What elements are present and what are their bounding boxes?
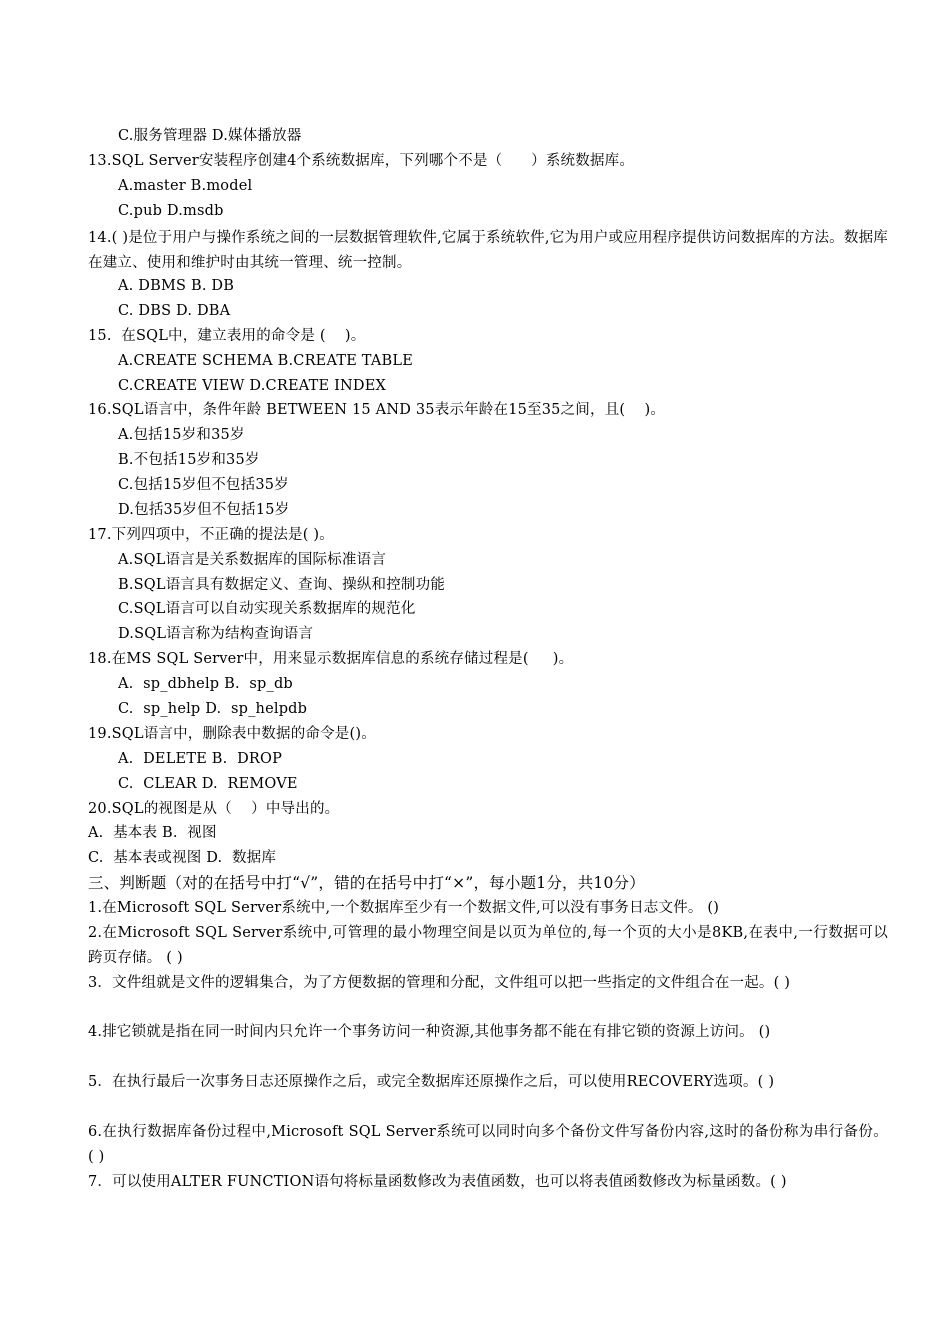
- tf-item-5: 5．在执行最后一次事务日志还原操作之后，或完全数据库还原操作之后，可以使用RECOVERY选项。( ): [88, 1074, 775, 1090]
- tf-item-3: 3．文件组就是文件的逻辑集合，为了方便数据的管理和分配，文件组可以把一些指定的文件组合在一起。( ): [88, 975, 791, 991]
- q18-options-ab: A. sp_dbhelp B. sp_db: [118, 676, 293, 692]
- q17-stem: 17.下列四项中，不正确的提法是( )。: [88, 527, 334, 543]
- tf-item-7: 7．可以使用ALTER FUNCTION语句将标量函数修改为表值函数，也可以将表值函数修改为标量函数。( ): [88, 1174, 787, 1190]
- q13-stem: 13.SQL Server安装程序创建4个系统数据库，下列哪个不是（ ）系统数据库。: [88, 153, 635, 169]
- q13-options-cd: C.pub D.msdb: [118, 203, 224, 219]
- q20-options-ab: A. 基本表 B. 视图: [88, 825, 217, 841]
- q17-option-c: C.SQL语言可以自动实现关系数据库的规范化: [118, 601, 416, 617]
- q14-options-ab: A. DBMS B. DB: [118, 278, 235, 294]
- q13-options-ab: A.master B.model: [118, 178, 253, 194]
- q14-stem: 14.( )是位于用户与操作系统之间的一层数据管理软件,它属于系统软件,它为用户或应用程序提供访问数据库的方法。数据库在建立、使用和维护时由其统一管理、统一控制。: [88, 230, 888, 271]
- q20-options-cd: C. 基本表或视图 D. 数据库: [88, 850, 277, 866]
- q16-stem: 16.SQL语言中，条件年龄 BETWEEN 15 AND 35表示年龄在15至35之间，且( )。: [88, 402, 666, 418]
- q16-option-a: A.包括15岁和35岁: [118, 427, 245, 443]
- tf-item-6: 6.在执行数据库备份过程中,Microsoft SQL Server系统可以同时向多个备份文件写备份内容,这时的备份称为串行备份。 ( ): [88, 1124, 888, 1165]
- q17-option-d: D.SQL语言称为结构查询语言: [118, 626, 314, 642]
- q18-stem: 18.在MS SQL Server中，用来显示数据库信息的系统存储过程是( )。: [88, 651, 574, 667]
- tf-item-4: 4.排它锁就是指在同一时间内只允许一个事务访问一种资源,其他事务都不能在有排它锁的资源上访问。 (): [88, 1024, 771, 1040]
- q16-option-b: B.不包括15岁和35岁: [118, 452, 260, 468]
- tf-item-2: 2.在Microsoft SQL Server系统中,可管理的最小物理空间是以页为单位的,每一个页的大小是8KB,在表中,一行数据可以跨页存储。 ( ): [88, 925, 888, 966]
- q16-option-c: C.包括15岁但不包括35岁: [118, 477, 289, 493]
- q18-options-cd: C. sp_help D. sp_helpdb: [118, 701, 308, 717]
- q15-stem: 15. 在SQL中，建立表用的命令是 ( )。: [88, 328, 366, 344]
- q16-option-d: D.包括35岁但不包括15岁: [118, 502, 290, 518]
- section-three-heading: 三、判断题（对的在括号中打“√”，错的在括号中打“×”，每小题1分，共10分）: [88, 874, 645, 892]
- q14-options-cd: C. DBS D. DBA: [118, 303, 231, 319]
- q19-stem: 19.SQL语言中，删除表中数据的命令是()。: [88, 726, 376, 742]
- q19-options-cd: C. CLEAR D. REMOVE: [118, 776, 298, 792]
- q15-options-cd: C.CREATE VIEW D.CREATE INDEX: [118, 378, 387, 394]
- q19-options-ab: A. DELETE B. DROP: [118, 751, 283, 767]
- q12-options-cd: C.服务管理器 D.媒体播放器: [118, 128, 302, 144]
- q15-options-ab: A.CREATE SCHEMA B.CREATE TABLE: [118, 353, 414, 369]
- q20-stem: 20.SQL的视图是从（ ）中导出的。: [88, 801, 340, 817]
- q17-option-a: A.SQL语言是关系数据库的国际标准语言: [118, 552, 387, 568]
- q17-option-b: B.SQL语言具有数据定义、查询、操纵和控制功能: [118, 577, 446, 593]
- tf-item-1: 1.在Microsoft SQL Server系统中,一个数据库至少有一个数据文件,可以没有事务日志文件。 (): [88, 900, 720, 916]
